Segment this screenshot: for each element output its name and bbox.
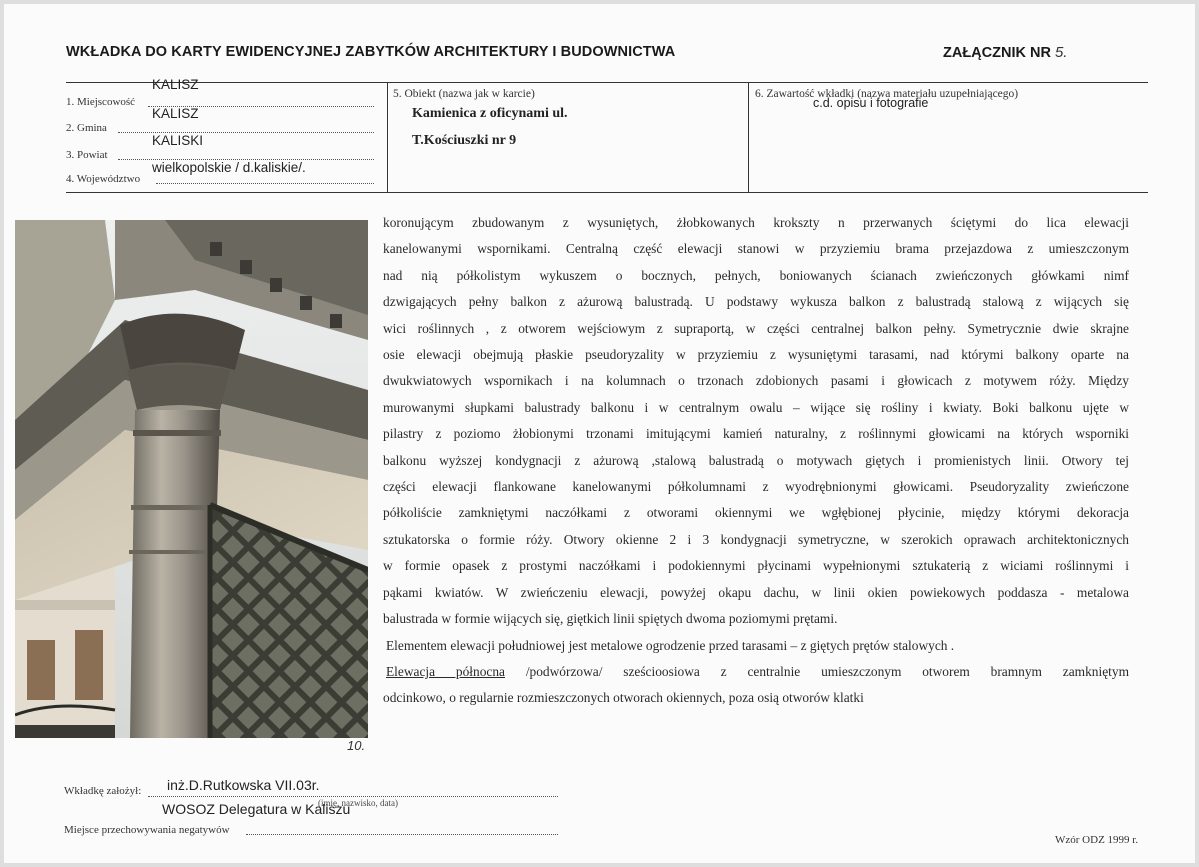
storage-label: Miejsce przechowywania negatywów <box>64 824 230 836</box>
description-line: balustrada w formie wijących się, giętkich linii spiętych dwoma poziomymi prętami. <box>383 611 838 627</box>
photo-caption: 10. <box>347 738 366 753</box>
storage-value: WOSOZ Delegatura w Kaliszu <box>162 801 351 817</box>
south-elevation-line: Elementem elewacji południowej jest metalowe ogrodzenie przed tarasami – z giętych prętów stalowych . <box>386 637 955 653</box>
object-label: 5. Obiekt (nazwa jak w karcie) <box>393 88 535 100</box>
north-elevation-line-2: odcinkowo, o regularnie rozmieszczonych otworach okiennych, poza osią otworów klatki <box>383 690 864 706</box>
description-line: dzwigających pełny balkon z ażurową balustradą. U podstawy wykusza balkon z balustradą stalową z wijących się <box>383 294 1129 310</box>
description-line: kanelowanymi wspornikami. Centralną część elewacji stanowi w przyziemiu brama przejazdowa z umieszczonym <box>383 241 1129 257</box>
author-dots <box>148 796 558 797</box>
object-name-line2: T.Kościuszki nr 9 <box>412 133 517 148</box>
north-elevation-text: /podwórzowa/ sześcioosiowa z centralnie umieszczonym otworem bramnym zamkniętym <box>504 663 1129 679</box>
author-value: inż.D.Rutkowska VII.03r. <box>167 777 320 793</box>
town-label: 1. Miejscowość <box>66 96 136 108</box>
annex-label: ZAŁĄCZNIK NR <box>943 45 1051 61</box>
description-line: w formie opasek z prostymi naczółkami i podokiennymi płycinami wypełnionymi sztukaterią z wiciami roślinnymi i <box>383 558 1129 574</box>
description-line: pilastry z poziomo żłobionymi trzonami imitującymi kamień naturalny, z roślinnymi głowicami na których wsporniki <box>383 426 1129 442</box>
object-name-line1: Kamienica z oficynami ul. <box>412 106 568 121</box>
contents-value: c.d. opisu i fotografie <box>813 96 929 110</box>
voivodeship-dots <box>156 183 374 184</box>
description-line: murowanymi słupkami balustrady balkonu i w centralnym owalu – wijące się rośliny i kwiaty. Boki balkonu ujęte w <box>383 399 1129 415</box>
voivodeship-value: wielkopolskie / d.kaliskie/. <box>152 160 306 175</box>
header-divider-2 <box>748 82 749 192</box>
author-hint: (imię, nazwisko, data) <box>318 798 398 808</box>
building-photo <box>15 220 368 738</box>
north-elevation-heading: Elewacja północna <box>386 663 505 679</box>
annex-number <box>943 44 1067 61</box>
commune-value: KALISZ <box>152 106 199 121</box>
description-line: balkonu wyższej kondygnacji z ażurową ,stalową balustradą o motywach giętych i promienistych linii. Otwory tej <box>383 452 1129 468</box>
description-line: pąkami kwiatów. W zwieńczeniu elewacji, powyżej okapu dachu, w linii okien powiekowych poddasza - metalowa <box>383 584 1129 600</box>
contents-label: 6. Zawartość wkładki (nazwa materiału uzupełniającego) <box>755 88 1019 100</box>
description-line: koronującym zbudowanym z wysuniętych, żłobkowanych krokszty n przerwanych ściętymi do lica elewacji <box>383 215 1129 230</box>
column-photo-illustration <box>15 220 368 738</box>
document-title: WKŁADKA DO KARTY EWIDENCYJNEJ ZABYTKÓW ARCHITEKTURY I BUDOWNICTWA <box>66 44 676 60</box>
header-divider-1 <box>387 82 388 192</box>
description-line: dwukwiatowych wspornikach i na kolumnach o trzonach zdobionych pasami i głowicach z motywem róży. Między <box>383 373 1129 389</box>
header-top-rule <box>66 82 1148 83</box>
description-line: osie elewacji obejmują płaskie pseudoryzality w przyziemiu z wysuniętymi tarasami, nad którymi balkony oparte na <box>383 347 1129 363</box>
town-value: KALISZ <box>152 77 199 92</box>
description-line: półkoliście zamkniętymi naczółkami z otworami okiennymi we wgłębionej płycinie, między którymi dekoracja <box>383 505 1129 521</box>
commune-label: 2. Gmina <box>66 122 107 134</box>
description-text <box>383 210 1129 712</box>
description-line: nad nią półkolistym wykuszem o bocznych, pełnych, boniowanych ścianach zwieńczonych główkami nimf <box>383 267 1129 283</box>
header-bottom-rule <box>66 192 1148 193</box>
voivodeship-label: 4. Województwo <box>66 173 141 185</box>
storage-dots <box>246 834 558 835</box>
form-code: Wzór ODZ 1999 r. <box>1055 834 1139 846</box>
author-label: Wkładkę założył: <box>64 785 142 797</box>
north-elevation-line <box>383 659 1129 685</box>
description-line: części elewacji flankowane kanelowanymi półkolumnami z wyodrębnionymi głowicami. Pseudoryzality zwieńczone <box>383 479 1129 495</box>
description-line: wici roślinnych , z otworem wejściowym z supraportą, w części centralnej balkon pełny. Symetrycznie dwie skrajne <box>383 320 1129 336</box>
county-value: KALISKI <box>152 133 204 148</box>
annex-number-value: 5. <box>1054 44 1068 61</box>
county-label: 3. Powiat <box>66 149 108 161</box>
description-line: sztukatorska o formie róży. Otwory okienne 2 i 3 kondygnacji symetryczne, w szerokich oprawach architektonicznych <box>383 531 1129 547</box>
